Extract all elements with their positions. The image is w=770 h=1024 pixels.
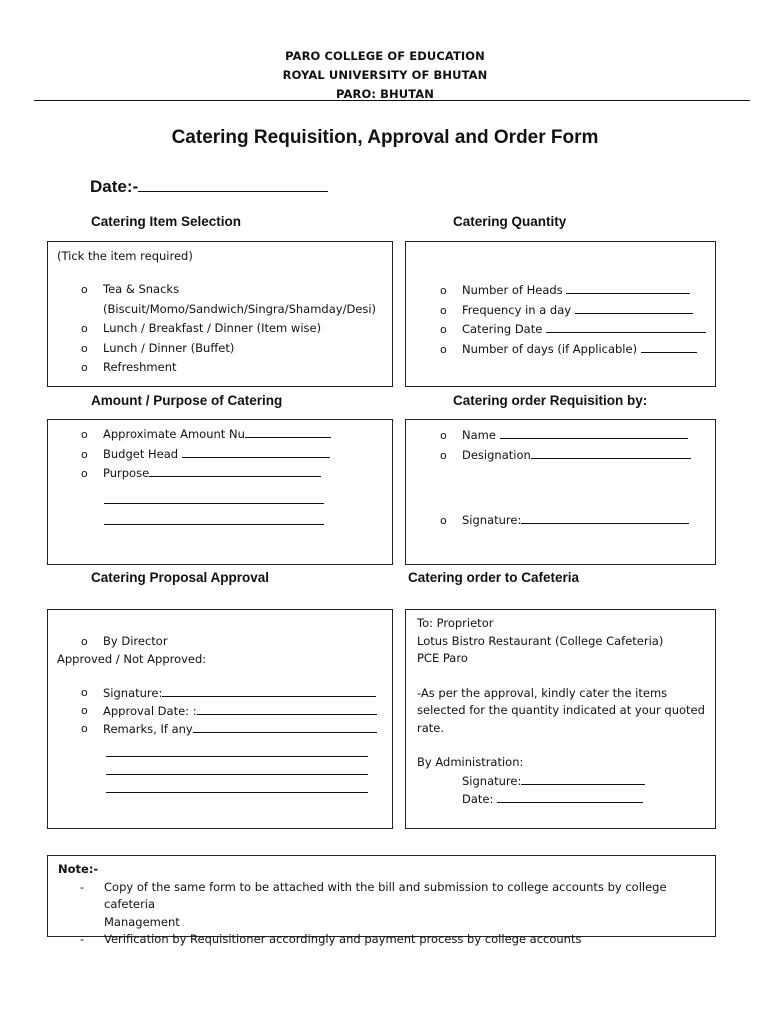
tick-instruction: (Tick the item required): [57, 249, 193, 263]
message-line-1: -As per the approval, kindly cater the items: [417, 685, 668, 700]
number-of-days-field[interactable]: [416, 340, 712, 360]
frequency-label: Frequency in a day: [462, 302, 572, 317]
remarks-blank[interactable]: [193, 720, 377, 733]
note-dash-2: -: [80, 932, 85, 946]
approval-signature-blank[interactable]: [162, 684, 376, 697]
note-line-1-cont: Management: [104, 914, 180, 929]
amount-box: [47, 419, 393, 565]
purpose-line-3[interactable]: [104, 524, 324, 525]
note-box: [47, 855, 716, 946]
note-item-1-cont: [58, 914, 708, 932]
purpose-label: Purpose: [103, 466, 150, 480]
approx-amount-blank[interactable]: [245, 425, 331, 438]
requisition-signature-list: [416, 511, 712, 531]
name-blank[interactable]: [500, 426, 688, 439]
cafeteria-box: [405, 609, 716, 829]
note-line-2: Verification by Requisitioner accordingly and payment process by college accounts: [104, 932, 582, 946]
quantity-heading: Catering Quantity: [453, 214, 567, 229]
date-field[interactable]: [90, 175, 328, 197]
purpose-field[interactable]: [57, 464, 387, 484]
approx-amount-label: Approximate Amount Nu: [103, 427, 245, 441]
approval-date-label: Approval Date: :: [103, 704, 197, 718]
message-line-3: rate.: [417, 720, 445, 735]
approx-amount-field[interactable]: [57, 425, 387, 445]
name-label: Name: [462, 428, 496, 442]
budget-head-label: Budget Head: [103, 446, 179, 461]
note-heading: Note:-: [58, 862, 99, 876]
requisition-list: [416, 426, 712, 465]
item-lunch-dinner-buffet[interactable]: o Lunch / Dinner (Buffet): [57, 339, 387, 359]
remarks-line-2[interactable]: [106, 756, 368, 757]
catering-date-field[interactable]: [416, 320, 712, 340]
note-item-2: [58, 931, 708, 949]
admin-date-field[interactable]: [417, 790, 712, 809]
note-dash-1: -: [80, 879, 85, 894]
purpose-blank[interactable]: [149, 464, 321, 477]
note-item-1: [58, 879, 708, 914]
proprietor-line: To: Proprietor: [417, 616, 494, 630]
quantity-box: [405, 241, 716, 387]
number-of-heads-blank[interactable]: [566, 281, 690, 294]
item-tea-snacks[interactable]: o Tea & Snacks: [57, 280, 387, 300]
approval-list: [57, 684, 387, 738]
number-of-days-blank[interactable]: [641, 340, 697, 353]
number-of-heads-label: Number of Heads: [462, 283, 563, 297]
purpose-line-2[interactable]: [104, 503, 324, 504]
message-line-2: selected for the quantity indicated at your quoted: [417, 703, 705, 717]
header-divider: [34, 100, 750, 101]
budget-head-blank[interactable]: [182, 445, 330, 458]
remarks-line-3[interactable]: [106, 774, 368, 775]
name-field[interactable]: [416, 426, 712, 446]
requisition-heading: Catering order Requisition by:: [453, 393, 648, 408]
college-name: PARO COLLEGE OF EDUCATION: [285, 49, 485, 63]
approval-heading: Catering Proposal Approval: [91, 570, 270, 585]
item-list: [57, 280, 387, 378]
form-title: Catering Requisition, Approval and Order Form: [171, 127, 599, 148]
approval-date-blank[interactable]: [197, 702, 377, 715]
admin-signature-label: Signature:: [462, 773, 522, 788]
cafeteria-heading: Catering order to Cafeteria: [408, 570, 580, 585]
approval-by-list: [57, 632, 387, 652]
item-selection-box: [47, 241, 393, 387]
requisition-signature-label: Signature:: [462, 513, 522, 527]
approval-box: [47, 609, 393, 829]
designation-label: Designation: [462, 447, 531, 462]
catering-date-label: Catering Date: [462, 322, 543, 336]
approval-signature-label: Signature:: [103, 686, 163, 700]
note-content: [58, 861, 708, 949]
approval-status[interactable]: Approved / Not Approved:: [57, 652, 207, 666]
admin-date-blank[interactable]: [497, 790, 643, 803]
amount-heading: Amount / Purpose of Catering: [91, 393, 283, 408]
by-director[interactable]: o By Director: [57, 632, 387, 652]
admin-date-label: Date:: [462, 792, 494, 806]
date-blank[interactable]: [138, 175, 328, 192]
item-tea-snacks-detail: (Biscuit/Momo/Sandwich/Singra/Shamday/Desi): [103, 301, 377, 316]
location-name: PARO: BHUTAN: [336, 87, 434, 101]
requisition-signature-field[interactable]: [416, 511, 712, 531]
number-of-days-label: Number of days (if Applicable): [462, 341, 638, 356]
remarks-line-4[interactable]: [106, 792, 368, 793]
remarks-field[interactable]: [57, 720, 387, 738]
designation-blank[interactable]: [531, 446, 691, 459]
cafeteria-content: [417, 615, 712, 809]
item-refreshment[interactable]: o Refreshment: [57, 358, 387, 378]
item-lunch-breakfast-dinner[interactable]: o Lunch / Breakfast / Dinner (Item wise): [57, 319, 387, 339]
quantity-list: [416, 281, 712, 359]
admin-signature-blank[interactable]: [521, 772, 645, 785]
note-line-1: Copy of the same form to be attached with the bill and submission to college accounts by college cafeteria: [104, 879, 667, 911]
frequency-blank[interactable]: [575, 301, 693, 314]
approval-date-field[interactable]: [57, 702, 387, 720]
restaurant-line: Lotus Bistro Restaurant (College Cafeteria): [417, 633, 664, 648]
frequency-field[interactable]: [416, 301, 712, 321]
by-administration: By Administration:: [417, 755, 524, 769]
date-label: Date:-: [90, 177, 139, 196]
location-line: PCE Paro: [417, 651, 468, 665]
catering-date-blank[interactable]: [546, 320, 706, 333]
admin-signature-field[interactable]: [417, 772, 712, 791]
item-selection-heading: Catering Item Selection: [91, 214, 242, 229]
number-of-heads-field[interactable]: [416, 281, 712, 301]
budget-head-field[interactable]: [57, 445, 387, 465]
designation-field[interactable]: [416, 446, 712, 466]
approval-signature-field[interactable]: [57, 684, 387, 702]
remarks-label: Remarks, If any: [103, 722, 193, 736]
requisition-signature-blank[interactable]: [521, 511, 689, 524]
university-name: ROYAL UNIVERSITY OF BHUTAN: [282, 68, 488, 82]
amount-list: [57, 425, 387, 484]
requisition-box: [405, 419, 716, 565]
